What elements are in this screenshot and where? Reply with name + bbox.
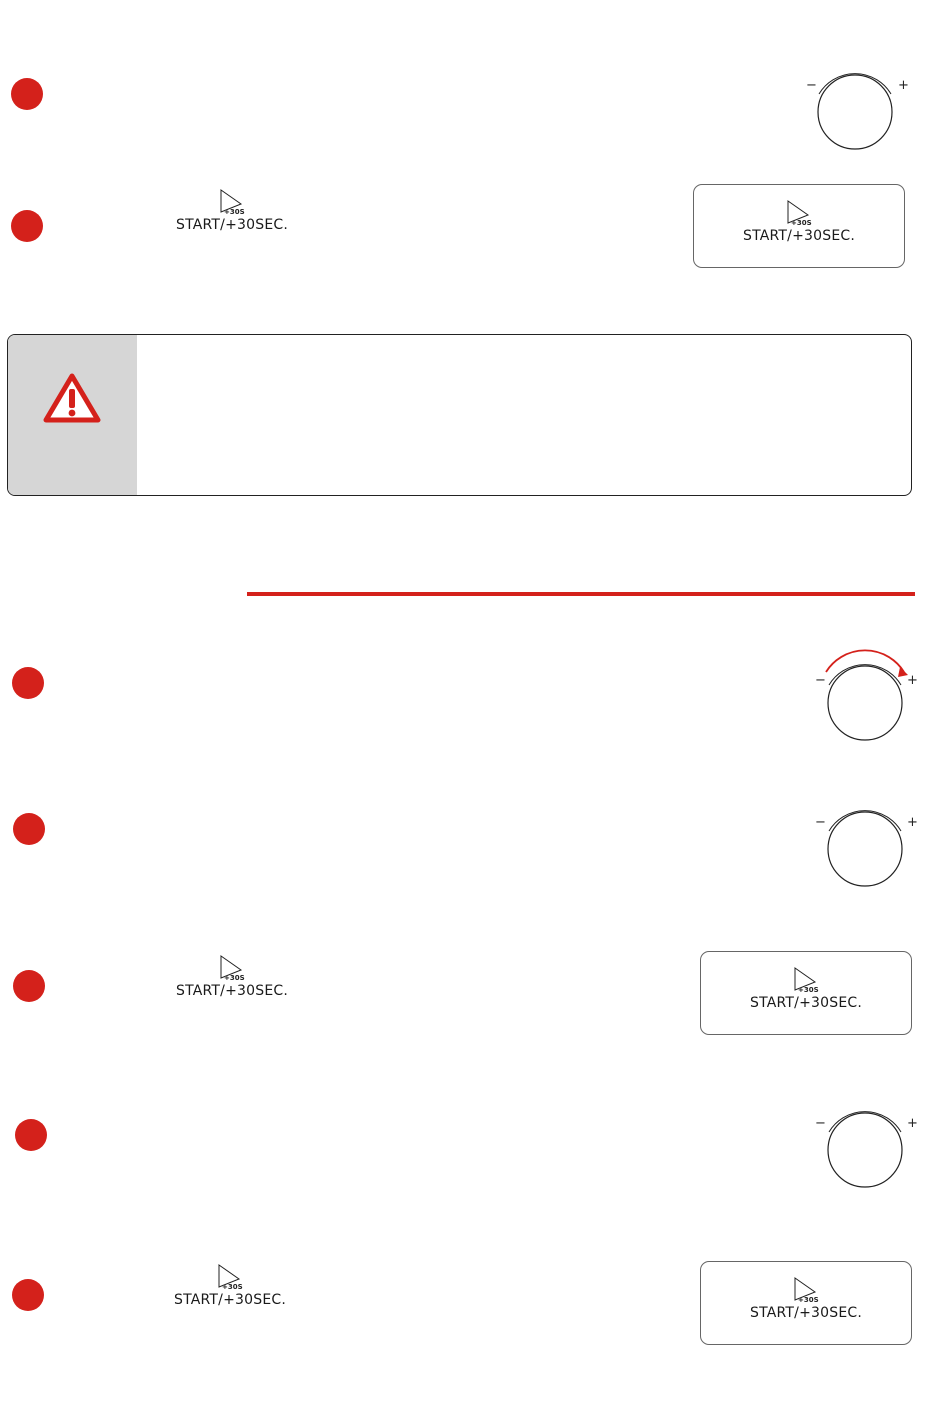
knob-minus-label: − (815, 1116, 826, 1131)
start-play-icon (782, 199, 816, 227)
start-button-2[interactable] (700, 951, 912, 1035)
start-play-icon (789, 966, 823, 994)
svg-text:+30S: +30S (224, 208, 245, 216)
step-bullet-7 (12, 1279, 44, 1311)
step-bullet-5 (13, 970, 45, 1002)
start-play-icon (215, 188, 249, 216)
start-inline-label-2 (157, 954, 307, 999)
start-inline-label-1 (157, 188, 307, 233)
dial-knob-turn[interactable] (812, 640, 920, 744)
start-button-label: START/+30SEC. (749, 995, 862, 1011)
start-text: START/+30SEC. (175, 983, 288, 999)
svg-text:+30S: +30S (798, 986, 819, 994)
start-text: START/+30SEC. (173, 1292, 286, 1308)
step-bullet-3 (12, 667, 44, 699)
start-inline-label-3 (155, 1263, 305, 1308)
knob-plus-label: + (907, 673, 918, 688)
svg-text:+30S: +30S (224, 974, 245, 982)
warning-box (7, 334, 912, 496)
knob-minus-label: − (815, 673, 826, 688)
knob-minus-label: − (806, 78, 817, 93)
dial-knob-1[interactable] (803, 58, 911, 154)
warning-sidebar (8, 335, 137, 495)
start-button-3[interactable] (700, 1261, 912, 1345)
start-play-icon (215, 954, 249, 982)
svg-text:+30S: +30S (222, 1283, 243, 1291)
step-bullet-6 (15, 1119, 47, 1151)
start-text: START/+30SEC. (175, 217, 288, 233)
step-bullet-1 (11, 78, 43, 110)
svg-text:+30S: +30S (798, 1296, 819, 1304)
start-button-label: START/+30SEC. (742, 228, 855, 244)
dial-knob-2[interactable] (812, 795, 920, 891)
warning-text (158, 355, 891, 475)
knob-plus-label: + (898, 78, 909, 93)
start-button-label: START/+30SEC. (749, 1305, 862, 1321)
section-divider (247, 592, 915, 596)
dial-knob-3[interactable] (812, 1096, 920, 1192)
svg-text:+30S: +30S (791, 219, 812, 227)
start-play-icon (213, 1263, 247, 1291)
step-bullet-4 (13, 813, 45, 845)
knob-plus-label: + (907, 815, 918, 830)
step-bullet-2 (11, 210, 43, 242)
start-play-icon (789, 1276, 823, 1304)
knob-minus-label: − (815, 815, 826, 830)
knob-plus-label: + (907, 1116, 918, 1131)
start-button-1[interactable] (693, 184, 905, 268)
warning-triangle-icon (41, 371, 103, 425)
